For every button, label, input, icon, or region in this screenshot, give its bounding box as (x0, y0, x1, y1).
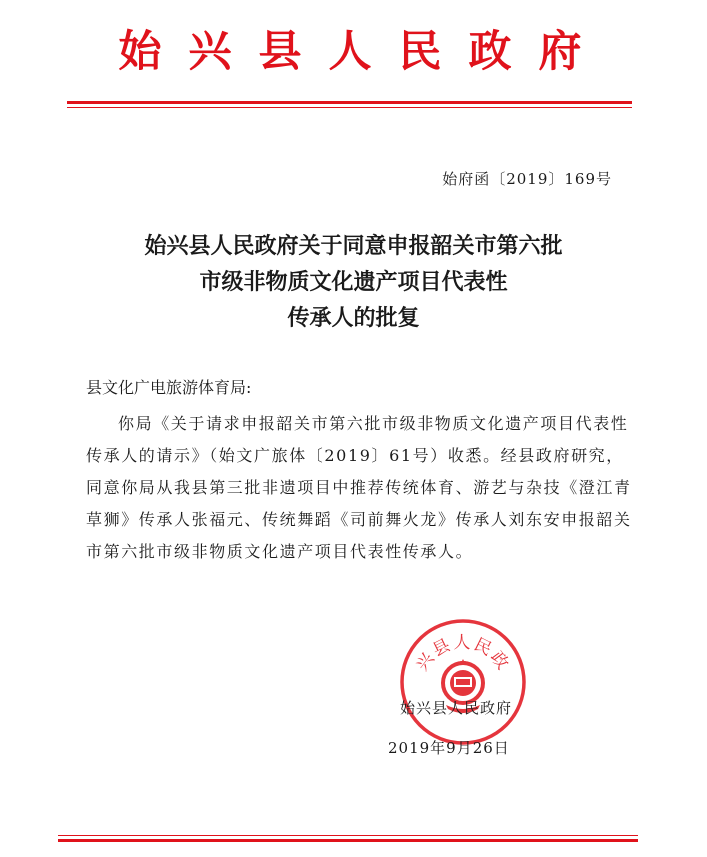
seal-text: 兴县人民政 (412, 633, 514, 676)
body-paragraph: 你局《关于请求申报韶关市第六批市级非物质文化遗产项目代表性传承人的请示》（始文广旅体〔2019〕61号）收悉。经县政府研究，同意你局从我县第三批非遗项目中推荐传统体育、游艺与杂技《澄江青草狮》传承人张福元、传统舞蹈《司前舞火龙》传承人刘东安申报韶关市第六批市级非物质文化遗产项目代表性传承人。 (86, 414, 632, 561)
footer-rule-thin (58, 835, 638, 836)
footer-rule-thick (58, 839, 638, 842)
addressee: 县文化广电旅游体育局: (86, 378, 252, 397)
masthead-title: 始兴县人民政府 (118, 27, 609, 77)
signer: 始兴县人民政府 (400, 699, 513, 717)
body-text (86, 408, 632, 568)
document-title (0, 228, 707, 336)
title-line: 始兴县人民政府关于同意申报韶关市第六批 (144, 233, 563, 259)
svg-text:兴县人民政 (412, 633, 513, 675)
header-rule-thin (67, 107, 632, 108)
official-seal (398, 617, 528, 747)
title-line: 市级非物质文化遗产项目代表性 (199, 269, 508, 295)
date: 2019年9月26日 (388, 739, 510, 757)
header-rule-thick (67, 101, 632, 104)
title-line: 传承人的批复 (287, 305, 420, 331)
document-number: 始府函〔2019〕169号 (442, 170, 612, 188)
